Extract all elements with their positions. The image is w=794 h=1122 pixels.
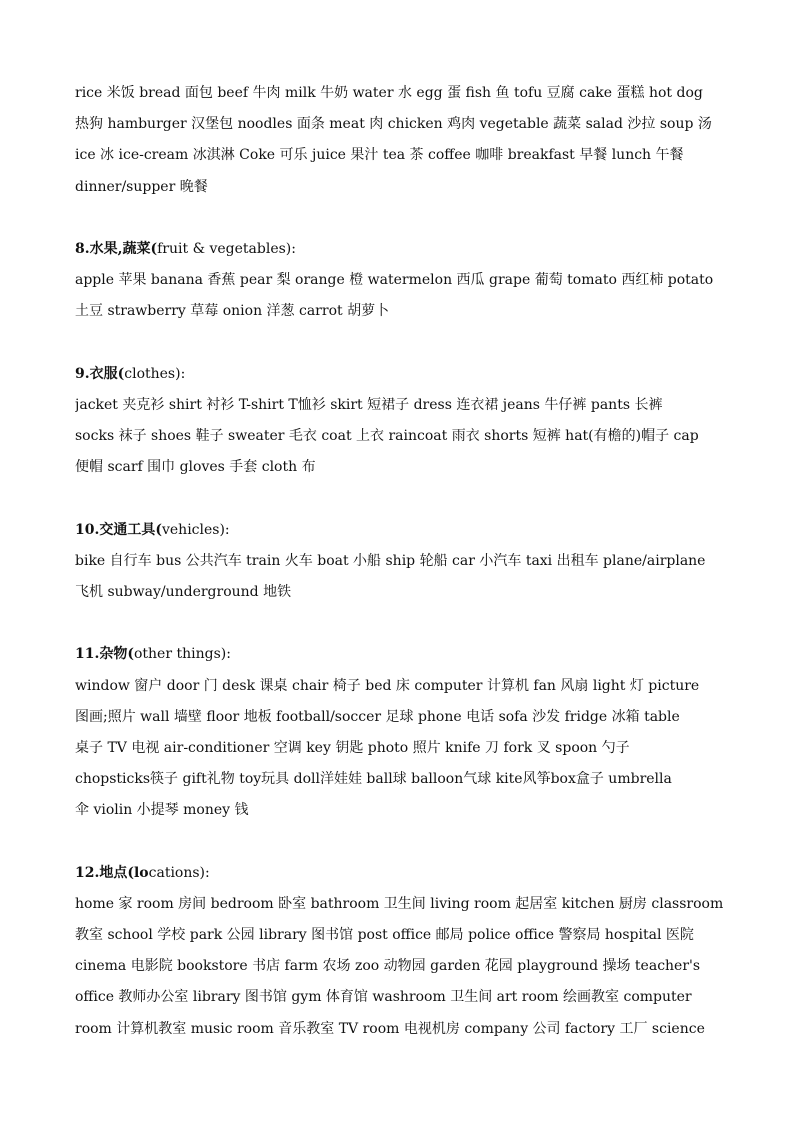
text-line: 伞 violin 小提琴 money 钱 xyxy=(75,802,249,819)
section-heading-english: vehicles): xyxy=(161,521,230,538)
section-vehicles xyxy=(75,515,725,609)
section-heading-number: 8.水果,蔬菜( xyxy=(75,240,158,257)
text-line: 热狗 hamburger 汉堡包 noodles 面条 meat 肉 chicken 鸡肉 vegetable 蔬菜 salad 沙拉 soup 汤 xyxy=(75,116,712,133)
section-spacer xyxy=(75,203,725,234)
section-spacer xyxy=(75,827,725,858)
text-line: rice 米饭 bread 面包 beef 牛肉 milk 牛奶 water 水 egg 蛋 fish 鱼 tofu 豆腐 cake 蛋糕 hot dog xyxy=(75,85,703,101)
text-line: office 教师办公室 library 图书馆 gym 体育馆 washroom 卫生间 art room 绘画教室 computer xyxy=(75,989,692,1006)
text-line: 教室 school 学校 park 公园 library 图书馆 post office 邮局 police office 警察局 hospital 医院 xyxy=(75,927,694,944)
food-list-continued xyxy=(75,78,725,203)
section-heading xyxy=(75,234,725,265)
section-clothes xyxy=(75,359,725,484)
section-heading xyxy=(75,515,725,546)
text-line: bike 自行车 bus 公共汽车 train 火车 boat 小船 ship 轮船 car 小汽车 taxi 出租车 plane/airplane xyxy=(75,552,706,569)
text-line: socks 袜子 shoes 鞋子 sweater 毛衣 coat 上衣 raincoat 雨衣 shorts 短裤 hat(有檐的)帽子 cap xyxy=(75,428,699,445)
text-line: window 窗户 door 门 desk 课桌 chair 椅子 bed 床 computer 计算机 fan 风扇 light 灯 picture xyxy=(75,677,700,694)
section-locations xyxy=(75,858,725,1045)
text-line: 桌子 TV 电视 air-conditioner 空调 key 钥匙 photo 照片 knife 刀 fork 叉 spoon 勺子 xyxy=(75,739,630,756)
vocabulary-document xyxy=(75,78,725,1045)
text-line: room 计算机教室 music room 音乐教室 TV room 电视机房 company 公司 factory 工厂 science xyxy=(75,1020,705,1037)
text-line: jacket 夹克衫 shirt 衬衫 T-shirt T恤衫 skirt 短裙子 dress 连衣裙 jeans 牛仔裤 pants 长裤 xyxy=(75,396,663,413)
section-spacer xyxy=(75,328,725,359)
section-heading-english: clothes): xyxy=(124,365,186,382)
text-line: cinema 电影院 bookstore 书店 farm 农场 zoo 动物园 garden 花园 playground 操场 teacher's xyxy=(75,958,701,975)
text-line: dinner/supper 晚餐 xyxy=(75,178,208,195)
section-heading-number: 9.衣服( xyxy=(75,365,125,382)
text-line: 土豆 strawberry 草莓 onion 洋葱 carrot 胡萝卜 xyxy=(75,303,390,320)
text-line: chopsticks筷子 gift礼物 toy玩具 doll洋娃娃 ball球 balloon气球 kite风筝box盒子 umbrella xyxy=(75,771,672,788)
section-spacer xyxy=(75,483,725,514)
section-heading-english: fruit & vegetables): xyxy=(157,240,296,257)
section-spacer xyxy=(75,608,725,639)
text-line: 飞机 subway/underground 地铁 xyxy=(75,584,292,600)
section-heading-english: cations): xyxy=(148,864,210,881)
text-line: 便帽 scarf 围巾 gloves 手套 cloth 布 xyxy=(75,459,316,476)
section-heading-number: 10.交通工具( xyxy=(75,521,162,538)
section-heading xyxy=(75,639,725,670)
text-line: 图画;照片 wall 墙壁 floor 地板 football/soccer 足球 phone 电话 sofa 沙发 fridge 冰箱 table xyxy=(75,708,680,725)
section-heading-number: 11.杂物( xyxy=(75,646,134,663)
section-heading-english: other things): xyxy=(133,646,231,663)
text-line: ice 冰 ice-cream 冰淇淋 Coke 可乐 juice 果汁 tea 茶 coffee 咖啡 breakfast 早餐 lunch 午餐 xyxy=(75,147,684,164)
section-heading-number: 12.地点(lo xyxy=(75,864,149,881)
text-line: apple 苹果 banana 香蕉 pear 梨 orange 橙 watermelon 西瓜 grape 葡萄 tomato 西红柿 potato xyxy=(75,272,714,289)
text-line: home 家 room 房间 bedroom 卧室 bathroom 卫生间 living room 起居室 kitchen 厨房 classroom xyxy=(75,895,724,912)
section-heading xyxy=(75,359,725,390)
section-heading xyxy=(75,858,725,889)
section-other-things xyxy=(75,639,725,826)
section-fruit-vegetables xyxy=(75,234,725,328)
